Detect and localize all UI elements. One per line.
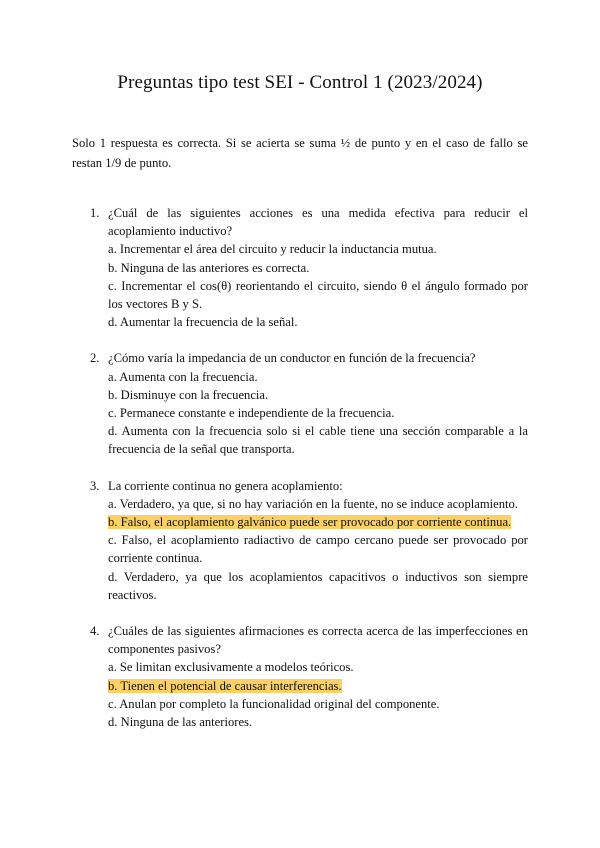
option-c: c. Falso, el acoplamiento radiactivo de campo cercano puede ser provocado por corriente continua.: [108, 533, 528, 566]
option-a: a. Aumenta con la frecuencia.: [108, 369, 258, 384]
question-2-stem: [90, 349, 528, 367]
option-c: c. Anulan por completo la funcionalidad original del componente.: [108, 696, 440, 711]
option-c: c. Incrementar el cos(θ) reorientando el circuito, siendo θ el ángulo formado por los vectores B y S.: [108, 278, 528, 312]
question-number: 4.: [90, 624, 100, 639]
option-b: b. Ninguna de las anteriores es correcta.: [108, 260, 310, 275]
question-3-stem: [90, 477, 528, 495]
option-a: a. Incrementar el área del circuito y reducir la inductancia mutua.: [108, 242, 437, 257]
question-3: [90, 477, 528, 604]
question-1: [90, 204, 528, 331]
option-d: d. Verdadero, ya que los acoplamientos capacitivos o inductivos son siempre reactivos.: [108, 569, 528, 602]
question-4: [90, 622, 528, 731]
highlighted-answer: b. Falso, el acoplamiento galvánico puede ser provocado por corriente continua.: [108, 515, 512, 530]
question-number: 3.: [90, 478, 100, 493]
question-list: [90, 204, 528, 749]
option-b: b. Disminuye con la frecuencia.: [108, 387, 269, 402]
question-number: 2.: [90, 351, 100, 366]
highlighted-answer: b. Tienen el potencial de causar interferencias.: [108, 678, 342, 693]
question-1-stem: [90, 204, 528, 240]
option-d: d. Aumenta con la frecuencia solo si el cable tiene una sección comparable a la frecuencia de la señal que transporta.: [108, 424, 528, 457]
option-a: a. Verdadero, ya que, si no hay variación en la fuente, no se induce acoplamiento.: [108, 496, 518, 511]
option-c: c. Permanece constante e independiente de la frecuencia.: [108, 406, 395, 421]
question-4-stem: [90, 622, 528, 658]
question-text: La corriente continua no genera acoplamiento:: [108, 478, 343, 493]
page-title: Preguntas tipo test SEI - Control 1 (2023/2024): [117, 72, 483, 93]
question-text: ¿Cuáles de las siguientes afirmaciones es correcta acerca de las imperfecciones en componentes pasivos?: [108, 624, 528, 657]
question-text: ¿Cuál de las siguientes acciones es una medida efectiva para reducir el acoplamiento inductivo?: [108, 206, 528, 239]
answer-options: [90, 658, 528, 731]
option-b-correct: [108, 677, 528, 695]
question-2: [90, 349, 528, 458]
option-d: d. Ninguna de las anteriores.: [108, 715, 253, 730]
answer-options: [90, 495, 528, 604]
answer-options: [90, 368, 528, 459]
answer-options: [90, 240, 528, 331]
question-text: ¿Cómo varía la impedancia de un conductor en función de la frecuencia?: [108, 351, 476, 366]
instructions-paragraph: Solo 1 respuesta es correcta. Si se acierta se suma ½ de punto y en el caso de fallo se restan 1/9 de punto.: [72, 136, 528, 170]
option-d: d. Aumentar la frecuencia de la señal.: [108, 315, 298, 330]
option-a: a. Se limitan exclusivamente a modelos teóricos.: [108, 660, 354, 675]
question-number: 1.: [90, 206, 100, 220]
option-b-correct: [108, 513, 528, 531]
